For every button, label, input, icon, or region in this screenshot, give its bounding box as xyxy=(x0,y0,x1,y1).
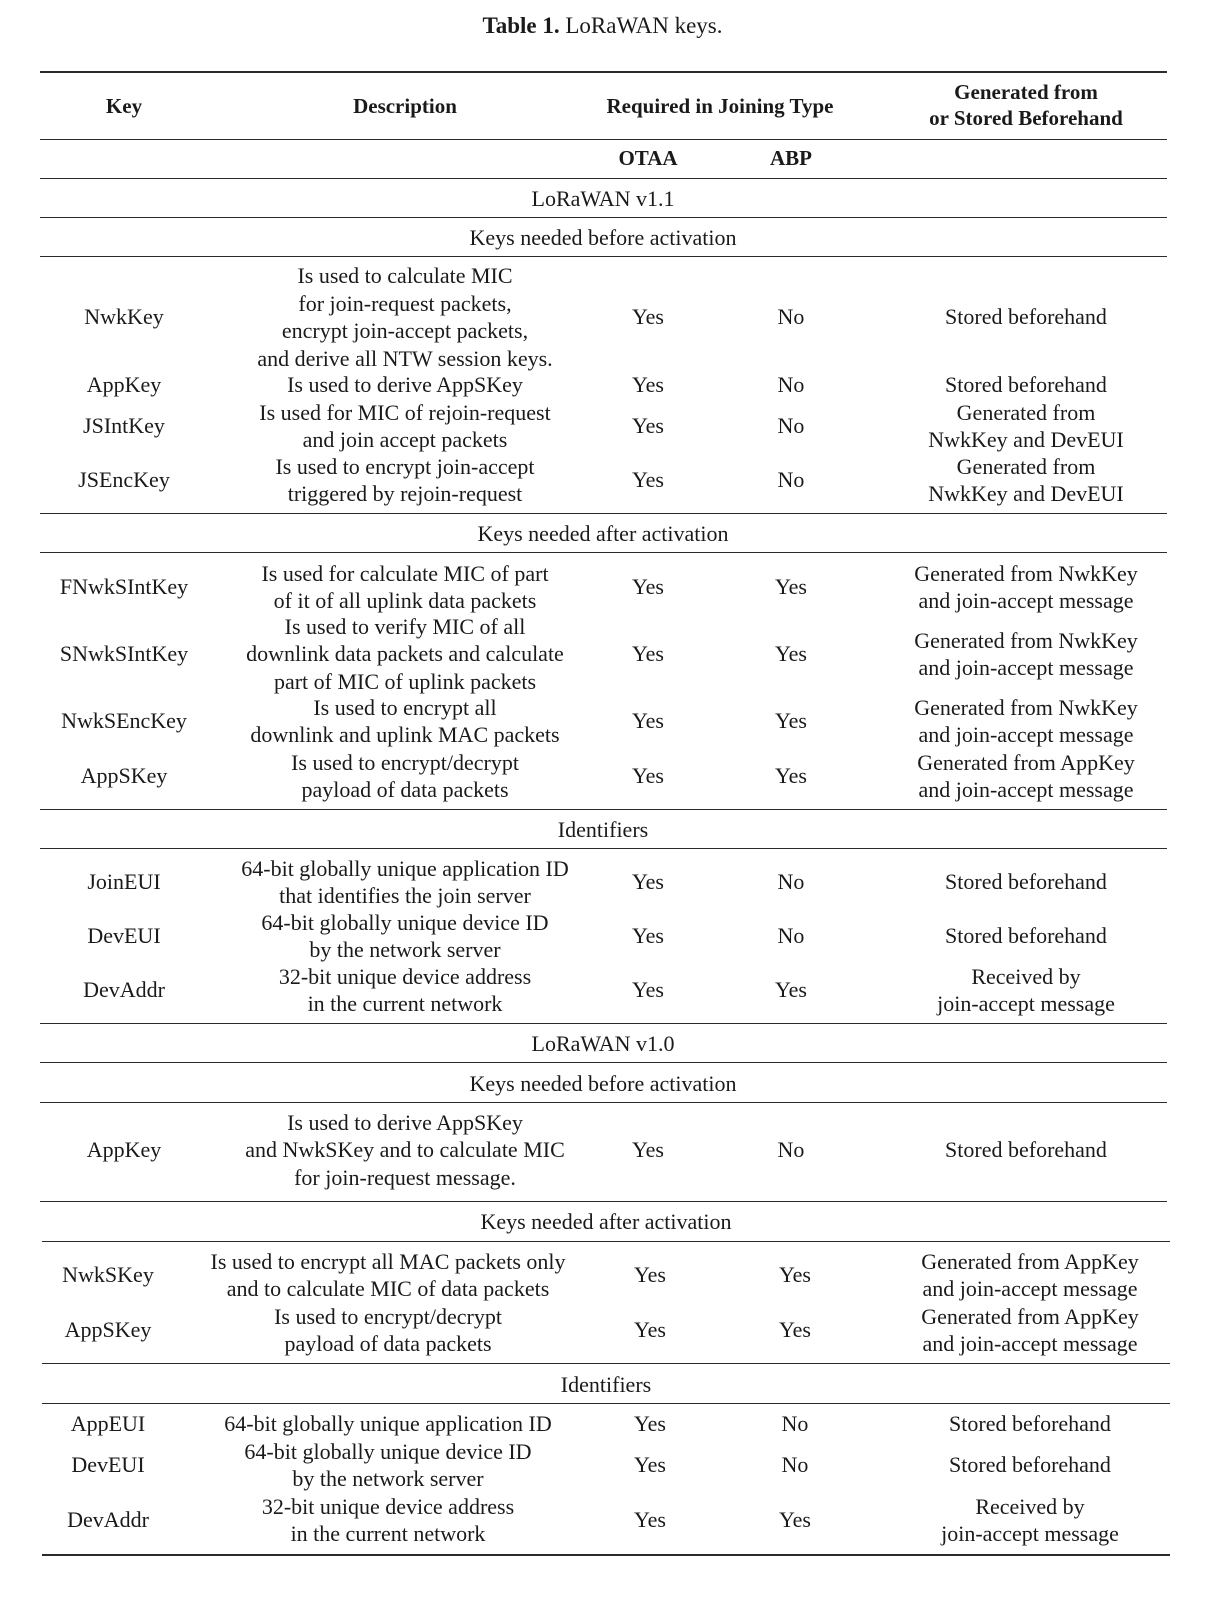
table-row-description-line: 64-bit globally unique application ID xyxy=(241,855,569,881)
table-row-description-line: Is used for MIC of rejoin-request xyxy=(259,399,551,425)
table-row-generated xyxy=(800,1493,1232,1548)
table-row-otaa: Yes xyxy=(631,977,664,1003)
table-row-generated-line: Generated from NwkKey xyxy=(914,694,1138,720)
table-row-description-line: and to calculate MIC of data packets xyxy=(226,1276,550,1301)
subheader-rule xyxy=(40,178,1167,179)
header-generated-line: Generated from xyxy=(954,80,1098,104)
table-row-abp: Yes xyxy=(774,708,807,734)
table-row-description-line: by the network server xyxy=(309,937,501,962)
table-row-generated xyxy=(796,694,1232,749)
table-row-generated xyxy=(796,303,1232,331)
section-title-v10: LoRaWAN v1.0 xyxy=(531,1030,675,1056)
table-row-key: AppEUI xyxy=(70,1411,146,1437)
table-row-generated xyxy=(796,1136,1232,1164)
v10-after-end-rule xyxy=(42,1363,1170,1364)
table-row-abp: No xyxy=(777,869,805,895)
table-row-description-line: 32-bit unique device address xyxy=(278,963,532,989)
table-row-otaa: Yes xyxy=(633,1317,666,1343)
table-row-generated-line: NwkKey and DevEUI xyxy=(928,427,1124,452)
table-bottom-rule xyxy=(42,1554,1170,1556)
table-top-rule xyxy=(40,71,1167,73)
table-row-generated-line: Stored beforehand xyxy=(945,304,1107,330)
table-row-generated-line: and join-accept message xyxy=(918,655,1134,680)
v11-after-rule xyxy=(40,552,1167,553)
table-row-key: AppSKey xyxy=(64,1317,152,1343)
table-row-abp: No xyxy=(781,1452,809,1478)
table-row-key: AppKey xyxy=(86,372,162,398)
table-row-generated xyxy=(800,1451,1232,1479)
table-row-generated-line: join-accept message xyxy=(941,1521,1119,1546)
table-row-abp: No xyxy=(777,1137,805,1163)
table-row-description-line: downlink data packets and calculate xyxy=(246,641,564,667)
v10-id-rule xyxy=(42,1403,1170,1404)
table-row-description-line: Is used to encrypt/decrypt xyxy=(291,749,519,775)
table-row-otaa: Yes xyxy=(633,1411,666,1437)
table-row-description-line: of it of all uplink data packets xyxy=(273,588,537,613)
header-generated xyxy=(796,79,1232,131)
table-row-key: JSEncKey xyxy=(78,467,170,493)
header-key: Key xyxy=(105,94,143,118)
table-row-abp: Yes xyxy=(778,1262,811,1288)
table-row-generated-line: and join-accept message xyxy=(918,722,1134,747)
subsection-after-activation: Keys needed after activation xyxy=(480,1208,732,1234)
table-row-generated-line: Stored beforehand xyxy=(945,1137,1107,1163)
table-row-generated-line: Generated from xyxy=(956,399,1096,425)
table-row-generated-line: and join-accept message xyxy=(922,1276,1138,1301)
table-row-description-line: Is used to encrypt all xyxy=(313,694,497,720)
table-row-key: DevEUI xyxy=(71,1452,145,1478)
table-row-generated xyxy=(800,1410,1232,1438)
header-rule xyxy=(40,139,1167,140)
table-row-description-line: and derive all NTW session keys. xyxy=(257,345,553,371)
table-row-otaa: Yes xyxy=(631,869,664,895)
table-row-generated xyxy=(796,963,1232,1018)
table-row-generated-line: NwkKey and DevEUI xyxy=(928,481,1124,506)
table-row-description-line: encrypt join-accept packets, xyxy=(281,318,529,343)
table-row-description-line: payload of data packets xyxy=(301,777,509,802)
table-row-generated-line: Generated from xyxy=(956,453,1096,479)
table-row-abp: Yes xyxy=(778,1507,811,1533)
table-row-generated-line: and join-accept message xyxy=(918,777,1134,802)
subsection-identifiers: Identifiers xyxy=(560,1371,652,1397)
table-row-generated-line: and join-accept message xyxy=(918,588,1134,613)
table-row-abp: No xyxy=(777,413,805,439)
table-row-description-line: 64-bit globally unique device ID xyxy=(244,1438,532,1464)
table-row-generated xyxy=(796,371,1232,399)
table-row-generated-line: Received by xyxy=(971,963,1081,989)
table-row-otaa: Yes xyxy=(631,304,664,330)
table-row-key: NwkSKey xyxy=(62,1262,154,1288)
table-row-description-line: for join-request packets, xyxy=(298,290,512,316)
table-row-generated-line: Generated from AppKey xyxy=(917,749,1135,775)
header-description: Description xyxy=(353,94,457,118)
table-row-generated-line: Generated from NwkKey xyxy=(914,560,1138,586)
table-row-otaa: Yes xyxy=(631,1137,664,1163)
v11-id-rule xyxy=(40,848,1167,849)
table-row-generated-line: Received by xyxy=(975,1493,1085,1519)
table-row-description-line: 64-bit globally unique application ID xyxy=(224,1411,552,1437)
header-otaa: OTAA xyxy=(618,146,678,170)
table-row-abp: Yes xyxy=(778,1317,811,1343)
table-row-key: JoinEUI xyxy=(87,869,161,895)
table-row-abp: Yes xyxy=(774,977,807,1003)
subsection-before-activation: Keys needed before activation xyxy=(469,224,737,250)
table-row-otaa: Yes xyxy=(631,574,664,600)
table-row-description-line: triggered by rejoin-request xyxy=(287,481,523,506)
table-row-generated xyxy=(796,560,1232,615)
v10-before-end-rule xyxy=(40,1201,1167,1202)
table-row-key: DevAddr xyxy=(67,1507,149,1533)
header-required: Required in Joining Type xyxy=(606,94,834,118)
table-row-key: DevAddr xyxy=(83,977,165,1003)
table-row-otaa: Yes xyxy=(633,1452,666,1478)
table-row-generated xyxy=(796,399,1232,454)
table-row-description-line: that identifies the join server xyxy=(279,883,531,908)
table-row-generated-line: Generated from AppKey xyxy=(921,1303,1139,1329)
subsection-before-activation: Keys needed before activation xyxy=(469,1070,737,1096)
table-row-generated-line: Stored beforehand xyxy=(949,1411,1111,1437)
table-row-description-line: Is used to derive AppSKey xyxy=(287,372,523,398)
table-row-generated xyxy=(796,627,1232,682)
table-row-description-line: payload of data packets xyxy=(284,1331,492,1356)
table-row-abp: Yes xyxy=(774,763,807,789)
table-row-generated-line: Stored beforehand xyxy=(949,1452,1111,1478)
table-row-abp: No xyxy=(777,467,805,493)
table-row-key: NwkKey xyxy=(84,304,164,330)
header-abp: ABP xyxy=(770,146,812,170)
table-row-description-line: part of MIC of uplink packets xyxy=(273,668,537,694)
table-row-abp: Yes xyxy=(774,574,807,600)
table-row-description-line: Is used to verify MIC of all xyxy=(284,613,526,639)
table-row-key: NwkSEncKey xyxy=(61,708,187,734)
table-row-description-line: by the network server xyxy=(292,1466,484,1491)
table-row-description-line: Is used to encrypt join-accept xyxy=(275,453,535,479)
v11-end-rule xyxy=(40,1023,1167,1024)
table-row-otaa: Yes xyxy=(631,708,664,734)
table-row-description-line: Is used to encrypt all MAC packets only xyxy=(210,1248,566,1274)
table-row-otaa: Yes xyxy=(631,467,664,493)
table-row-description-line: Is used for calculate MIC of part xyxy=(261,560,549,586)
table-row-otaa: Yes xyxy=(631,641,664,667)
table-row-generated xyxy=(796,749,1232,804)
table-row-description-line: 32-bit unique device address xyxy=(261,1493,515,1519)
table-row-generated-line: Stored beforehand xyxy=(945,923,1107,949)
table-row-generated-line: and join-accept message xyxy=(922,1331,1138,1356)
table-row-key: AppSKey xyxy=(80,763,168,789)
table-row-otaa: Yes xyxy=(633,1262,666,1288)
table-row-abp: Yes xyxy=(774,641,807,667)
table-row-description-line: and join accept packets xyxy=(302,427,508,452)
table-row-otaa: Yes xyxy=(633,1507,666,1533)
section-title-v11: LoRaWAN v1.1 xyxy=(531,185,675,211)
table-row-generated xyxy=(796,453,1232,508)
table-row-otaa: Yes xyxy=(631,763,664,789)
v10-before-rule xyxy=(40,1102,1167,1103)
table-row-description-line: Is used to calculate MIC xyxy=(297,263,513,288)
subsection-identifiers: Identifiers xyxy=(557,816,649,842)
table-row-generated-line: Stored beforehand xyxy=(945,372,1107,398)
table-row-generated xyxy=(796,922,1232,950)
table-row-description-line: and NwkSKey and to calculate MIC xyxy=(245,1137,565,1163)
table-row-description-line: for join-request message. xyxy=(294,1164,516,1190)
table-row-description-line: Is used to derive AppSKey xyxy=(287,1109,523,1135)
table-row-otaa: Yes xyxy=(631,923,664,949)
table-row-generated-line: Generated from NwkKey xyxy=(914,627,1138,653)
table-row-abp: No xyxy=(781,1411,809,1437)
v11-before-end-rule xyxy=(40,513,1167,514)
v11-before-rule xyxy=(40,256,1167,257)
table-row-generated xyxy=(800,1303,1232,1358)
table-row-generated xyxy=(800,1248,1232,1303)
v11-after-end-rule xyxy=(40,809,1167,810)
table-row-generated xyxy=(796,868,1232,896)
table-row-key: SNwkSIntKey xyxy=(59,641,189,667)
table-caption xyxy=(0,12,1205,40)
table-row-otaa: Yes xyxy=(631,372,664,398)
table-row-otaa: Yes xyxy=(631,413,664,439)
table-row-abp: No xyxy=(777,923,805,949)
table-row-description-line: in the current network xyxy=(307,991,503,1016)
table-row-key: JSIntKey xyxy=(83,413,165,439)
table-row-generated-line: join-accept message xyxy=(937,991,1115,1016)
table-row-generated-line: Stored beforehand xyxy=(945,869,1107,895)
table-row-description-line: Is used to encrypt/decrypt xyxy=(274,1303,502,1329)
table-row-abp: No xyxy=(777,304,805,330)
v11-title-rule xyxy=(40,217,1167,218)
caption-text: LoRaWAN keys. xyxy=(565,13,723,38)
table-row-description-line: downlink and uplink MAC packets xyxy=(250,722,560,747)
subsection-after-activation: Keys needed after activation xyxy=(477,520,729,546)
table-row-generated-line: Generated from AppKey xyxy=(921,1248,1139,1274)
table-row-abp: No xyxy=(777,372,805,398)
table-row-key: FNwkSIntKey xyxy=(59,574,189,600)
caption-label: Table 1. xyxy=(482,13,560,38)
header-generated-line: or Stored Beforehand xyxy=(929,106,1123,130)
table-row-description-line: 64-bit globally unique device ID xyxy=(261,909,549,935)
v10-title-rule xyxy=(40,1062,1167,1063)
table-row-description-line: in the current network xyxy=(290,1521,486,1546)
v10-after-rule xyxy=(42,1241,1170,1242)
table-row-key: AppKey xyxy=(86,1137,162,1163)
table-row-key: DevEUI xyxy=(87,923,161,949)
